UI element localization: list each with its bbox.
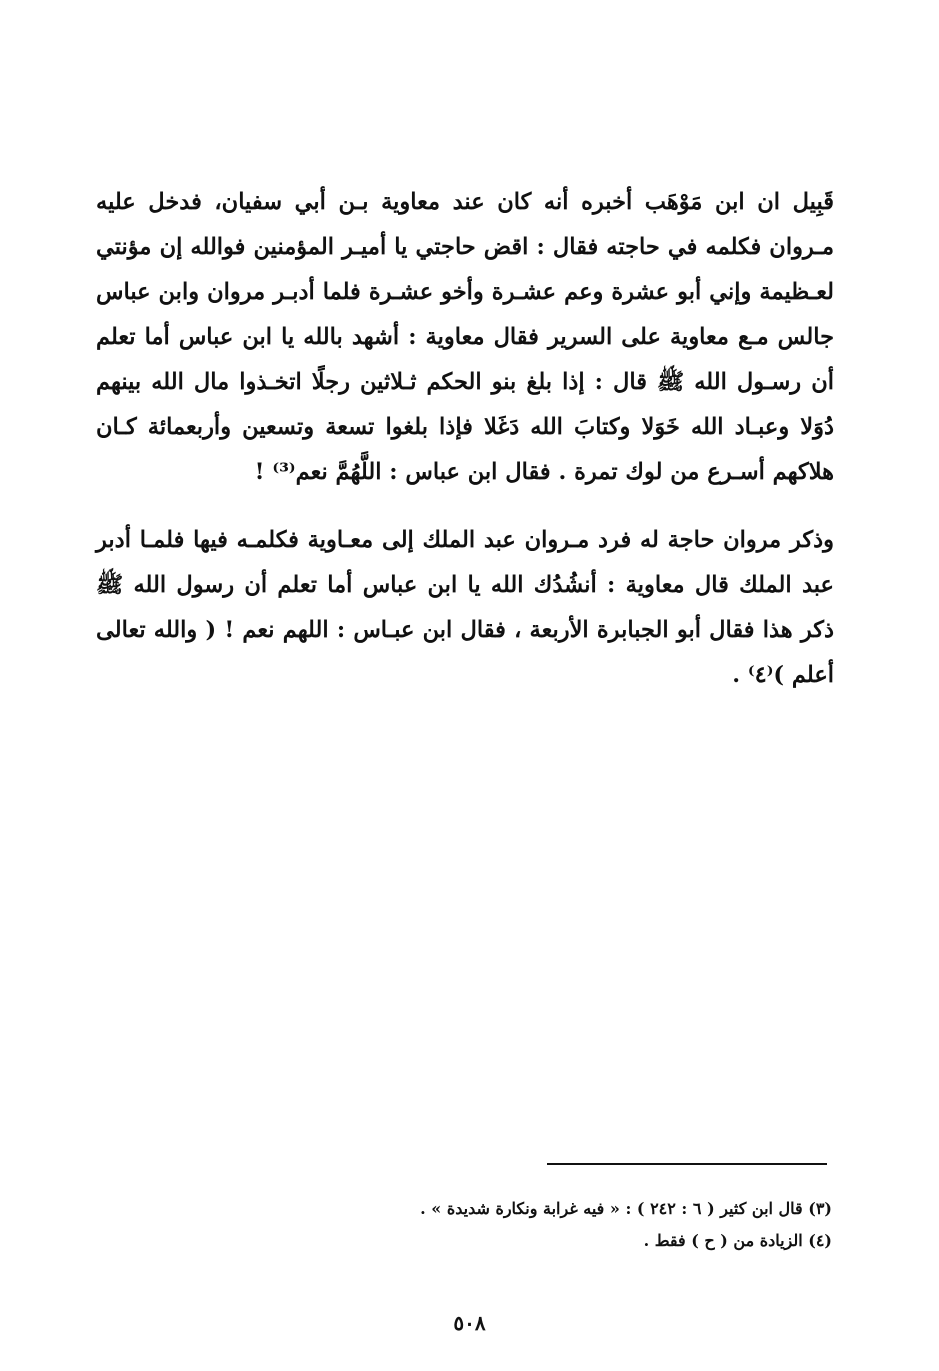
footnotes bbox=[300, 1193, 832, 1257]
paragraph-text: قَبِيل ان ابن مَوْهَب أخبره أنه كان عند معاوية بـن أبي سفيان، فدخل عليه مـروان فكلمه في حاجته فقال : اقض حاجتي يا أميـر المؤمنين فوالله إن مؤنتي لعـظيمة وإني أبو عشرة وعم عشـرة وأخو عشـرة فلما أدبـر مروان وابن عباس جالس مـع معاوية على السرير فقال معاوية : أشهد بالله يا ابن عباس أما تعلم أن رسـول الله ﷺ قال : إذا بلغ بنو الحكم ثـلاثين رجلًا اتخـذوا مال الله بينهم دُوَلا وعبـاد الله خَوَلا وكتابَ الله دَغَلا فإذا بلغوا تسعة وتسعين وأربعمائة كـان هلاكهم أسـرع من لوك تمرة . فقال ابن عباس : اللَّهُمَّ نعم⁽³⁾ ! bbox=[96, 189, 834, 485]
body-paragraph-2 bbox=[96, 518, 834, 698]
footnote-3: (٣) قال ابن كثير ( ٦ : ٢٤٢ ) : « فيه غرابة ونكارة شديدة » . bbox=[420, 1199, 832, 1218]
page-number: ٥٠٨ bbox=[453, 1311, 486, 1335]
body-paragraph-1 bbox=[96, 180, 834, 495]
footnote-divider bbox=[547, 1163, 827, 1165]
footnote-4: (٤) الزيادة من ( ح ) فقط . bbox=[643, 1231, 832, 1250]
paragraph-text: وذكر مروان حاجة له فرد مـروان عبد الملك إلى معـاوية فكلمـه فيها فلمـا أدبر عبد الملك قال معاوية : أنشُدُك الله يا ابن عباس أما تعلم أن رسول الله ﷺ ذكر هذا فقال أبو الجبابرة الأربعة ، فقال ابن عبـاس : اللهم نعم ! ( والله تعالى أعلم )⁽٤⁾ . bbox=[96, 527, 834, 688]
